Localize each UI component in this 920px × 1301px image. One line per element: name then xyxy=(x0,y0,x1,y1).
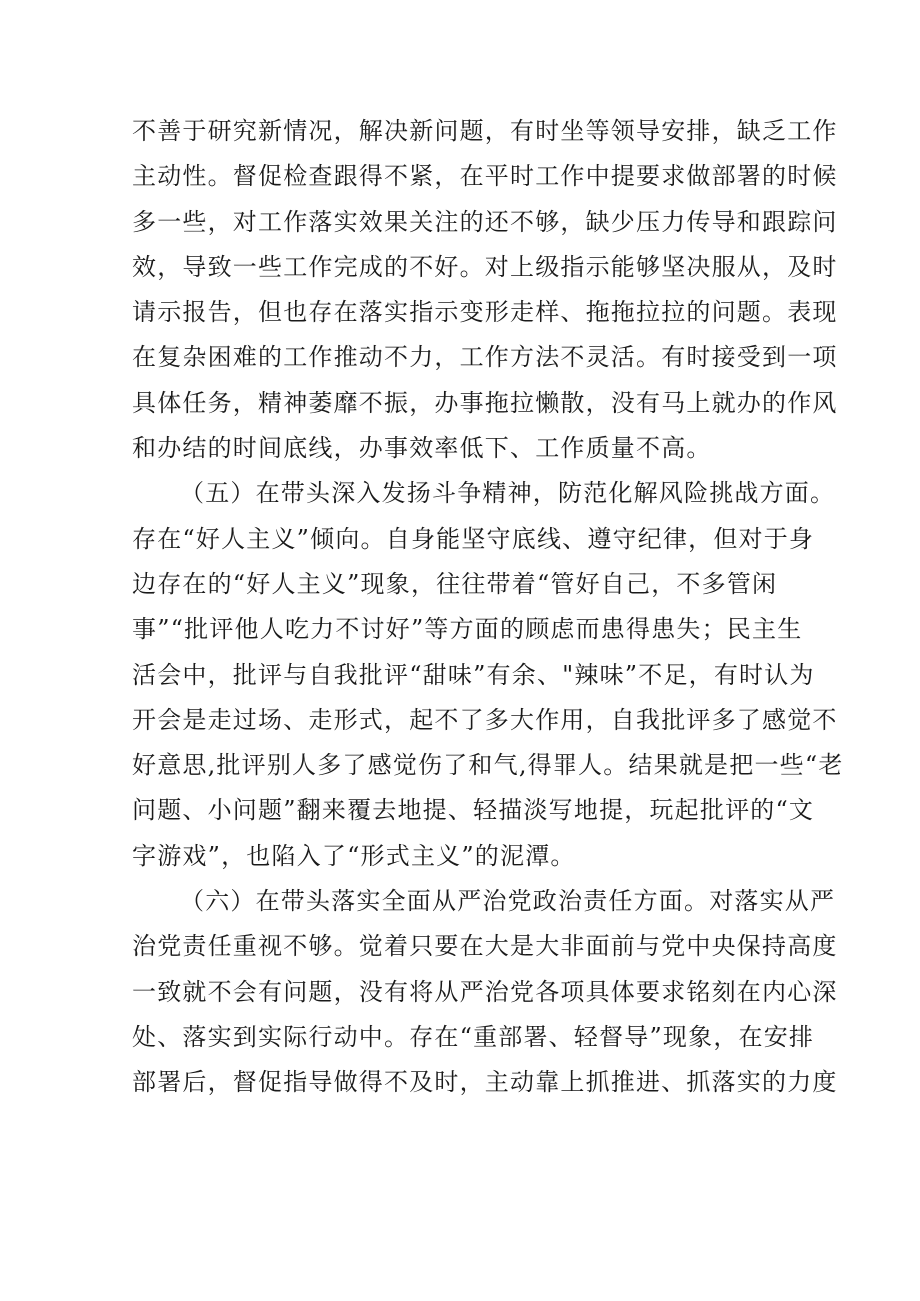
text-line: 治党责任重视不够。觉着只要在大是大非面前与党中央保持高度 xyxy=(132,932,838,961)
text-line: 好意思,批评别人多了感觉伤了和气,得罪人。结果就是把一些“老 xyxy=(132,751,844,780)
paragraph-continuation xyxy=(132,109,838,471)
text-line: 具体任务，精神萎靡不振，办事拖拉懒散，没有马上就办的作风 xyxy=(132,388,838,417)
text-line: 和办结的时间底线，办事效率低下、工作质量不高。 xyxy=(132,434,712,463)
paragraph-section-five xyxy=(132,471,844,879)
text-line: 部署后，督促指导做得不及时，主动靠上抓推进、抓落实的力度 xyxy=(132,1068,838,1097)
section-heading-line: （六）在带头落实全面从严治党政治责任方面。对落实从严 xyxy=(180,887,836,916)
text-line: 一致就不会有问题，没有将从严治党各项具体要求铭刻在内心深 xyxy=(132,977,838,1006)
text-line: 多一些，对工作落实效果关注的还不够，缺少压力传导和跟踪问 xyxy=(132,207,838,236)
text-line: 处、落实到实际行动中。存在“重部署、轻督导”现象，在安排 xyxy=(132,1022,815,1051)
text-line: 字游戏”，也陷入了“形式主义”的泥潭。 xyxy=(132,841,576,870)
text-line: 在复杂困难的工作推动不力，工作方法不灵活。有时接受到一项 xyxy=(132,343,838,372)
text-line: 请示报告，但也存在落实指示变形走样、拖拖拉拉的问题。表现 xyxy=(132,298,838,327)
text-line: 开会是走过场、走形式，起不了多大作用，自我批评多了感觉不 xyxy=(132,705,838,734)
section-heading-line: （五）在带头深入发扬斗争精神，防范化解风险挑战方面。 xyxy=(180,479,836,508)
text-line: 问题、小问题”翻来覆去地提、轻描淡写地提，玩起批评的“文 xyxy=(132,796,815,825)
text-line: 不善于研究新情况，解决新问题，有时坐等领导安排，缺乏工作 xyxy=(132,117,838,145)
text-line: 事”“批评他人吃力不讨好”等方面的顾虑而患得患失；民主生 xyxy=(132,615,803,644)
text-line: 存在“好人主义”倾向。自身能坚守底线、遵守纪律，但对于身 xyxy=(132,524,815,553)
text-line: 活会中，批评与自我批评“甜味”有余、"辣味”不足，有时认为 xyxy=(132,660,815,689)
text-line: 边存在的“好人主义”现象，往往带着“管好自己，不多管闲 xyxy=(132,569,778,598)
paragraph-section-six xyxy=(132,879,838,1105)
document-body xyxy=(132,109,844,1106)
text-line: 主动性。督促检查跟得不紧，在平时工作中提要求做部署的时候 xyxy=(132,162,838,191)
text-line: 效，导致一些工作完成的不好。对上级指示能够坚决服从，及时 xyxy=(132,252,838,281)
